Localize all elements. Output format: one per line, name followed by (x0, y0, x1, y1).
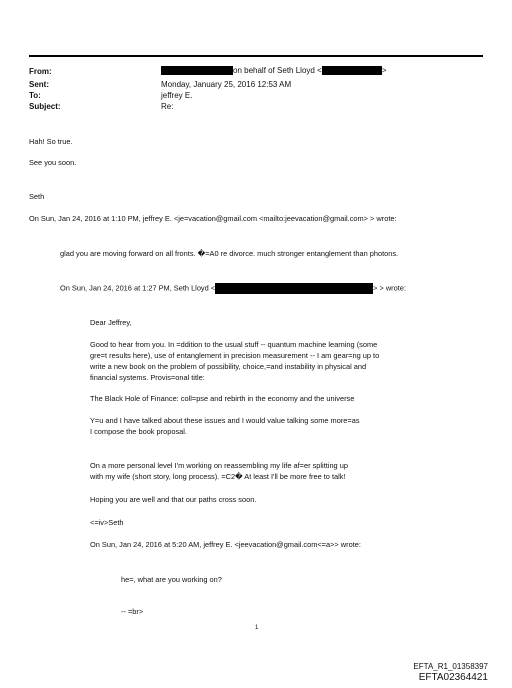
quote-header: On Sun, Jan 24, 2016 at 1:10 PM, jeffrey E. <je=vacation@gmail.com <mailto:jeevacation@gmail.com> > wrote: (29, 214, 397, 223)
bates-code-1: EFTA_R1_01358397 (413, 662, 488, 671)
redaction-box (161, 66, 233, 75)
to-value: jeffrey E. (161, 91, 193, 100)
sent-label: Sent: (29, 80, 49, 89)
from-sender-text: on behalf of Seth Lloyd < (233, 66, 322, 75)
closing-line: Hoping you are well and that our paths cross soon. (90, 495, 257, 504)
bates-code-2: EFTA02364421 (418, 672, 488, 683)
paragraph-line: Y=u and I have talked about these issues and I would value talking some more=as (90, 416, 360, 425)
quote-header (60, 283, 406, 294)
salutation: Dear Jeffrey, (90, 318, 132, 327)
subject-value: Re: (161, 102, 174, 111)
paragraph-line: with my wife (short story, long process). =C2� At least I'll be more free to talk! (90, 472, 346, 481)
body-line: Hah! So true. (29, 137, 73, 146)
book-title-line: The Black Hole of Finance: coll=pse and rebirth in the economy and the universe (90, 394, 355, 403)
paragraph-line: write a new book on the problem of possibility, choice,=and instability in physical and (90, 362, 367, 371)
from-value (161, 66, 386, 75)
subject-label: Subject: (29, 102, 61, 111)
paragraph-line: On a more personal level I'm working on reassembling my life af=er splitting up (90, 461, 348, 470)
paragraph-line: I compose the book proposal. (90, 427, 187, 436)
quote-header-end: > > wrote: (373, 283, 406, 293)
quoted-text: glad you are moving forward on all fronts. �=A0 re divorce. much stronger entanglement than photons. (60, 249, 399, 258)
paragraph-line: financial systems. Provis=onal title: (90, 373, 205, 382)
redaction-box (215, 283, 373, 294)
signature-line: <=iv>Seth (90, 518, 124, 527)
from-label: From: (29, 67, 52, 76)
quoted-text: -- =br> (121, 607, 144, 616)
from-sender-tail: > (381, 66, 387, 75)
header-rule (29, 55, 483, 57)
body-line: See you soon. (29, 158, 77, 167)
quote-header: On Sun, Jan 24, 2016 at 5:20 AM, jeffrey E. <jeevacation@gmail.com<=a>> wrote: (90, 540, 361, 549)
quoted-text: he=, what are you working on? (121, 575, 222, 584)
redaction-box (322, 66, 382, 75)
quote-header-start: On Sun, Jan 24, 2016 at 1:27 PM, Seth Lloyd < (60, 283, 216, 293)
paragraph-line: Good to hear from you. In =ddition to the usual stuff -- quantum machine learning (some (90, 340, 378, 349)
paragraph-line: gre=t results here), use of entanglement in precision measurement -- I am gear=ng up to (90, 351, 380, 360)
sent-value: Monday, January 25, 2016 12:53 AM (161, 80, 292, 89)
body-signature: Seth (29, 192, 45, 201)
to-label: To: (29, 91, 41, 100)
page-number: 1 (255, 625, 259, 631)
